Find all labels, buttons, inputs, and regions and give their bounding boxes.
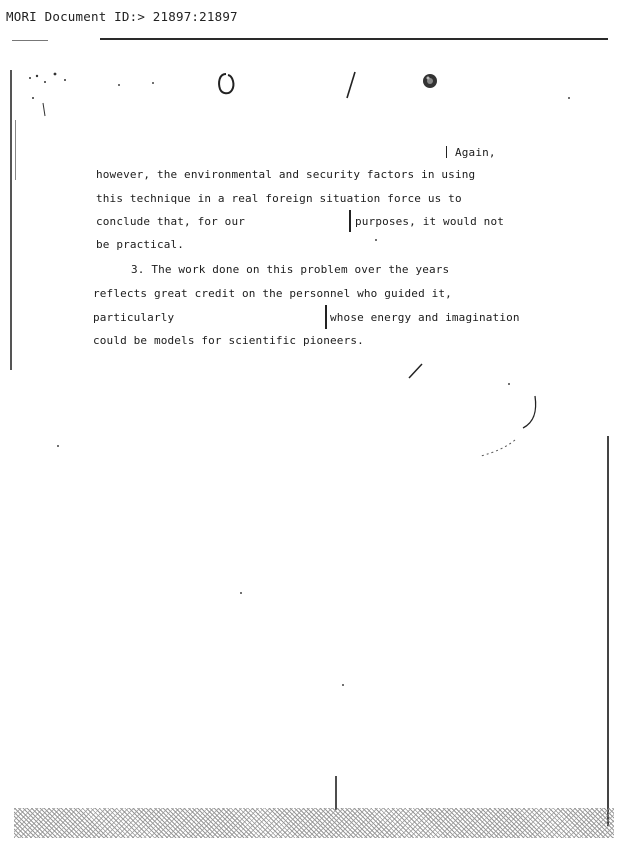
- scan-noise-bottom: [14, 808, 614, 838]
- scan-edge-left-inner: [15, 120, 16, 180]
- text-line-1: Again,: [455, 146, 496, 159]
- text-line-8a: particularly: [93, 311, 175, 324]
- speckle: [240, 592, 242, 594]
- text-line-3: this technique in a real foreign situation force us to: [96, 192, 462, 205]
- text-line-4b: purposes, it would not: [355, 215, 504, 228]
- speckle: [508, 383, 510, 385]
- speckle: [57, 445, 59, 447]
- pen-stroke-mark: [405, 362, 425, 382]
- text-line-4a: conclude that, for our: [96, 215, 245, 228]
- slash-mark: [344, 70, 358, 100]
- speckle: [568, 97, 570, 99]
- ink-blot-mark: [419, 70, 441, 92]
- text-line-9: could be models for scientific pioneers.: [93, 334, 364, 347]
- bottom-vertical-mark: [333, 776, 339, 812]
- redaction-mark-3: [325, 305, 327, 329]
- text-line-8b: whose energy and imagination: [330, 311, 520, 324]
- header-rule-short: [12, 40, 48, 41]
- redaction-mark-2: [349, 210, 351, 232]
- scan-edge-left: [10, 70, 12, 370]
- scan-edge-right: [607, 436, 609, 826]
- speckle: [342, 684, 344, 686]
- text-line-5: be practical.: [96, 238, 185, 251]
- text-line-7: reflects great credit on the personnel who guided it,: [93, 287, 452, 300]
- text-line-6: 3. The work done on this problem over the years: [131, 263, 450, 276]
- header-rule: [100, 38, 608, 40]
- speckle: [375, 239, 377, 241]
- redaction-mark-1: [446, 146, 447, 158]
- document-id-header: MORI Document ID:> 21897:21897: [6, 9, 238, 24]
- punch-hole-mark: [214, 71, 238, 97]
- text-line-2: however, the environmental and security factors in using: [96, 168, 476, 181]
- speckle: [152, 82, 154, 84]
- curve-stroke-mark: [475, 392, 545, 462]
- speckle: [118, 84, 120, 86]
- scan-speckle-topleft: [25, 68, 85, 118]
